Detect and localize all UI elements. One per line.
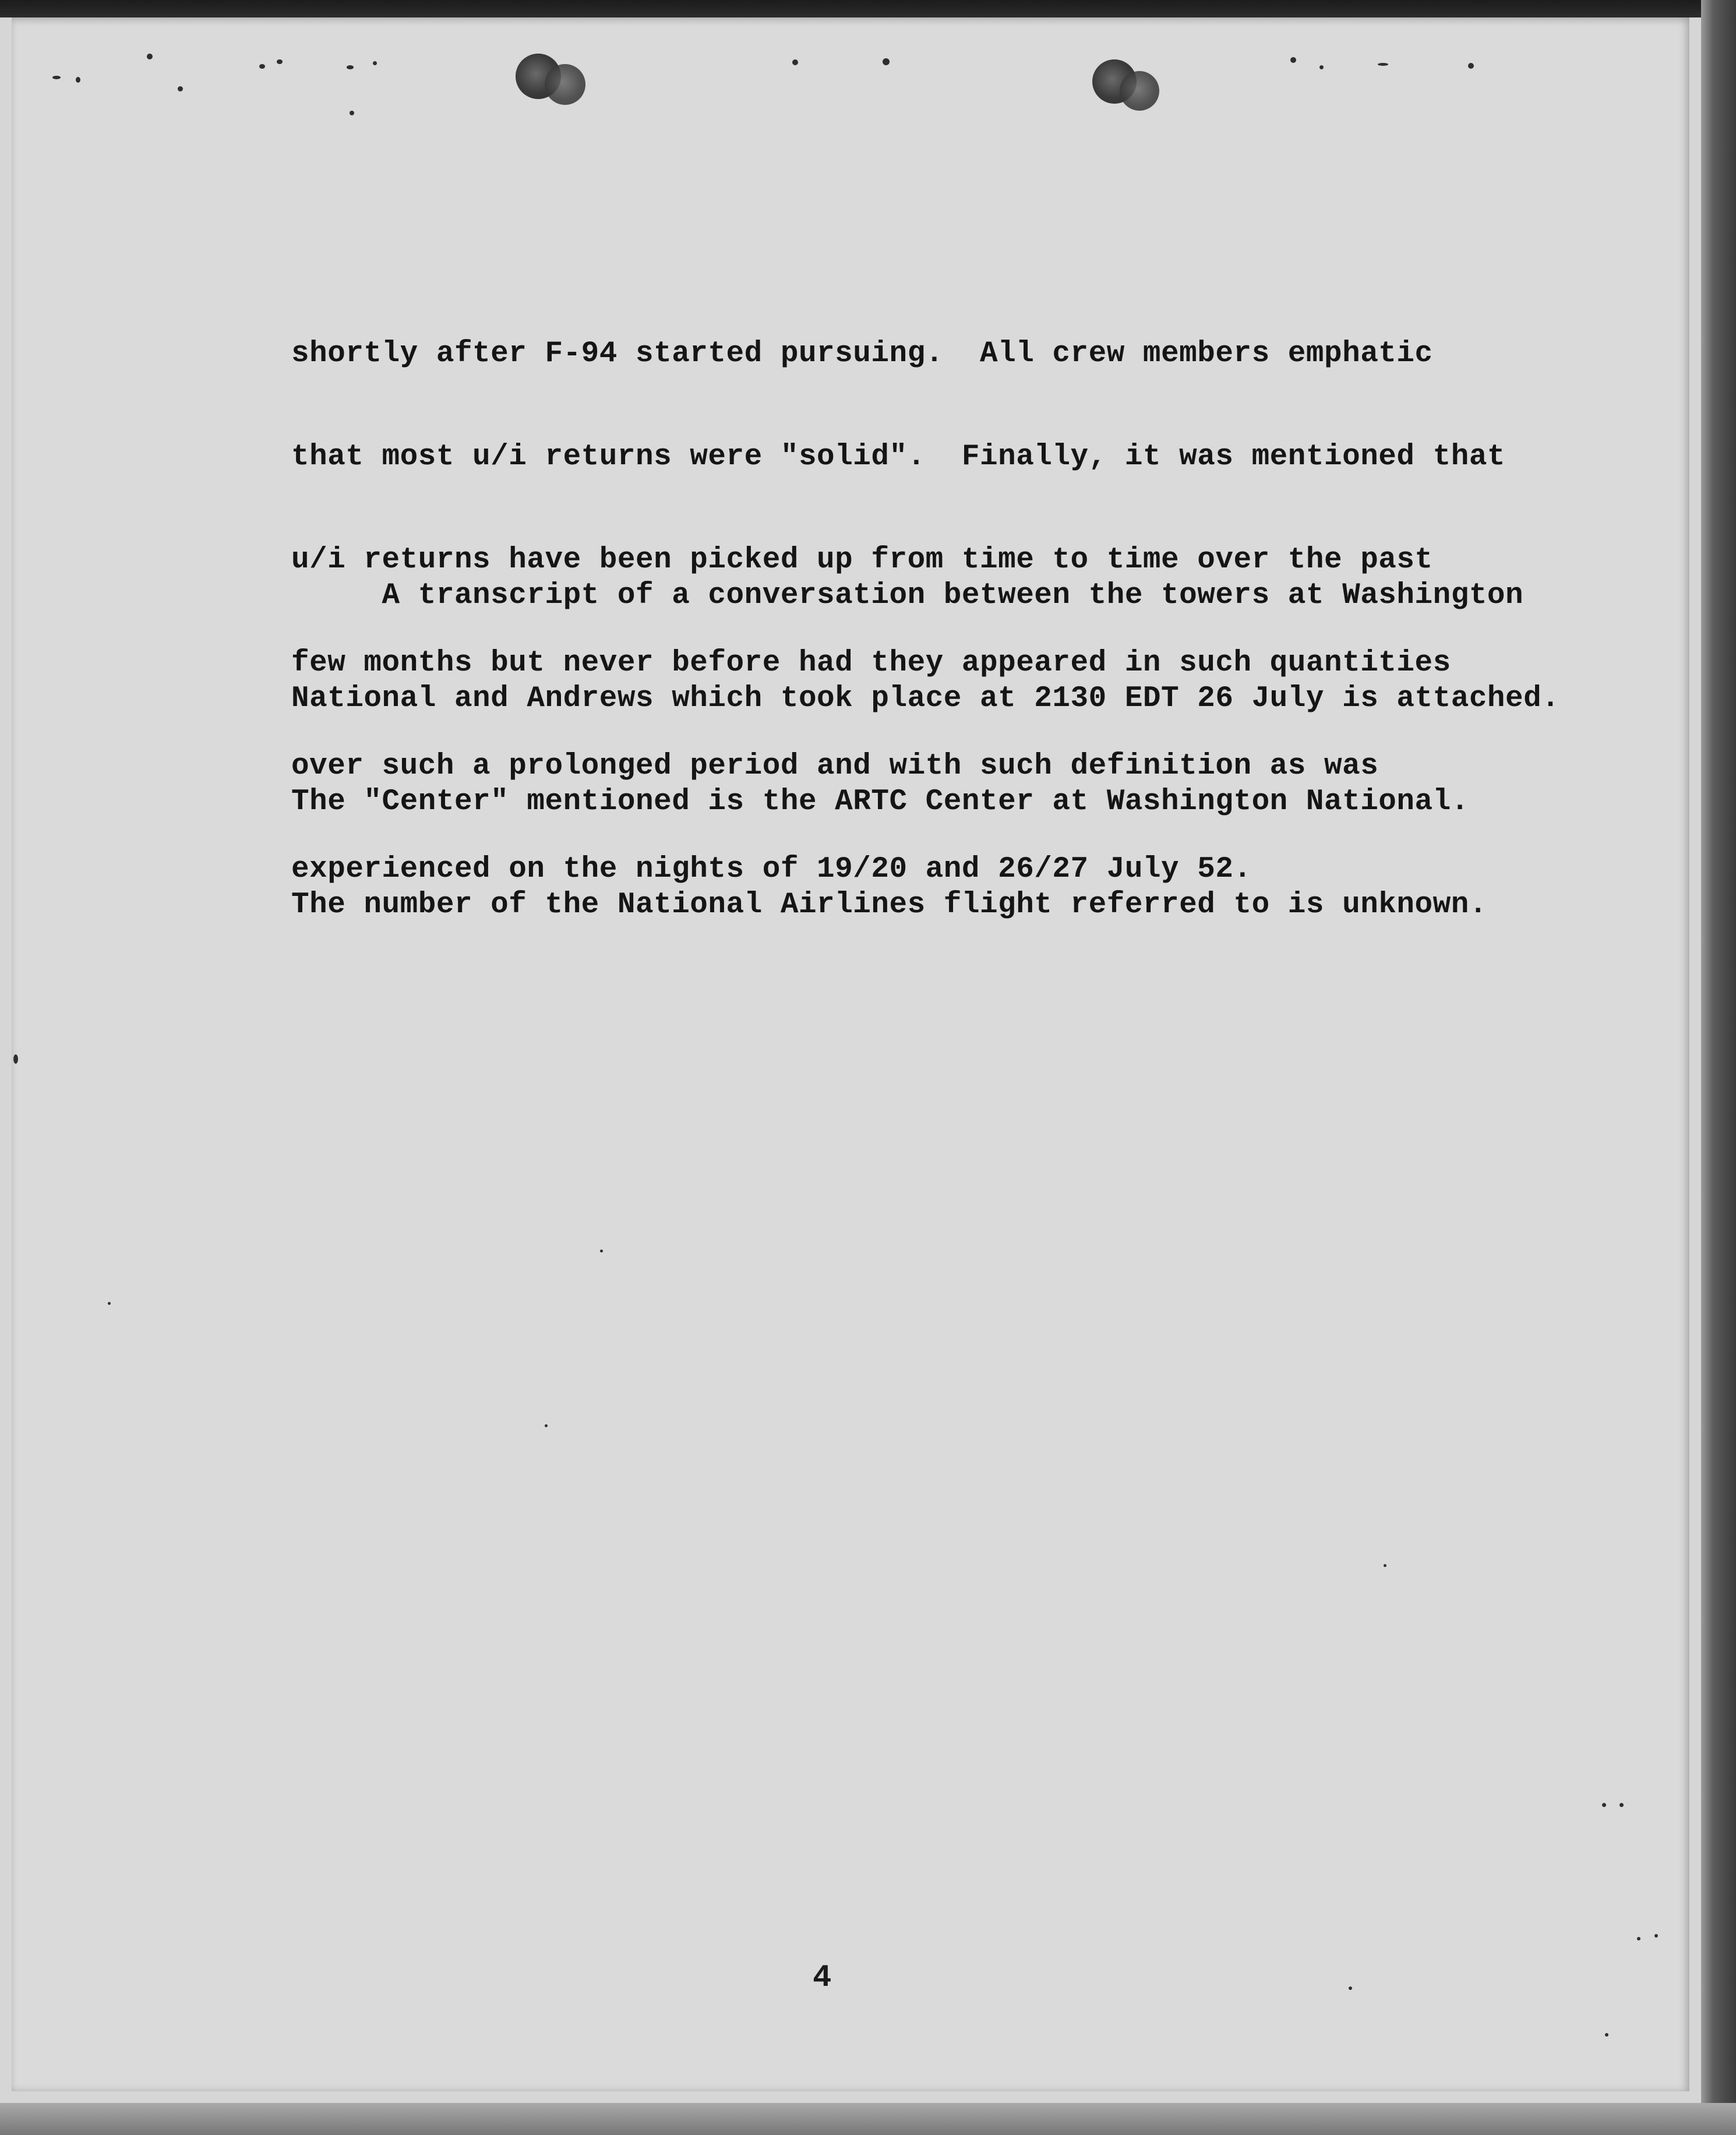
speck bbox=[1605, 2033, 1608, 2037]
page-number: 4 bbox=[813, 1960, 832, 1996]
text-line: The number of the National Airlines flight referred to is unknown. bbox=[291, 888, 1487, 922]
speck bbox=[1619, 1803, 1624, 1807]
text-line: National and Andrews which took place at 2130 EDT 26 July is attached. bbox=[291, 682, 1560, 715]
speck bbox=[1349, 1986, 1352, 1990]
text-line: shortly after F-94 started pursuing. All crew members emphatic bbox=[291, 337, 1433, 370]
speck bbox=[883, 58, 890, 65]
speck bbox=[1654, 1934, 1658, 1938]
speck bbox=[147, 54, 153, 59]
scan-bottom-edge bbox=[0, 2103, 1736, 2135]
text-line: u/i returns have been picked up from time to time over the past bbox=[291, 544, 1433, 577]
speck bbox=[545, 1424, 548, 1427]
scan-right-edge bbox=[1701, 0, 1736, 2135]
speck bbox=[76, 77, 80, 83]
speck bbox=[1378, 63, 1388, 66]
speck bbox=[1384, 1564, 1386, 1567]
punch-hole-left-shadow bbox=[545, 64, 585, 105]
speck bbox=[373, 61, 377, 65]
speck bbox=[347, 65, 354, 69]
speck bbox=[178, 86, 183, 91]
speck bbox=[108, 1302, 111, 1305]
text-line: over such a prolonged period and with such definition as was bbox=[291, 750, 1379, 783]
speck bbox=[277, 59, 283, 64]
punch-hole-right-shadow bbox=[1120, 71, 1159, 111]
speck bbox=[1602, 1803, 1606, 1807]
text-line: experienced on the nights of 19/20 and 26/27 July 52. bbox=[291, 853, 1252, 886]
speck bbox=[52, 76, 61, 79]
paper-sheet bbox=[12, 17, 1689, 2091]
speck bbox=[792, 59, 798, 65]
speck bbox=[1637, 1937, 1640, 1940]
speck bbox=[1290, 57, 1296, 63]
speck bbox=[600, 1250, 603, 1252]
paragraph-transcript-note bbox=[291, 510, 1561, 991]
speck bbox=[1468, 63, 1474, 69]
text-line: few months but never before had they appeared in such quantities bbox=[291, 647, 1451, 680]
speck bbox=[13, 1054, 18, 1064]
text-line: A transcript of a conversation between the towers at Washington bbox=[291, 579, 1524, 612]
text-line: that most u/i returns were "solid". Finally, it was mentioned that bbox=[291, 440, 1506, 474]
speck bbox=[259, 64, 265, 69]
speck bbox=[350, 111, 354, 115]
scan-top-edge bbox=[0, 0, 1736, 17]
text-line: The "Center" mentioned is the ARTC Center at Washington National. bbox=[291, 785, 1469, 818]
speck bbox=[1319, 65, 1324, 69]
